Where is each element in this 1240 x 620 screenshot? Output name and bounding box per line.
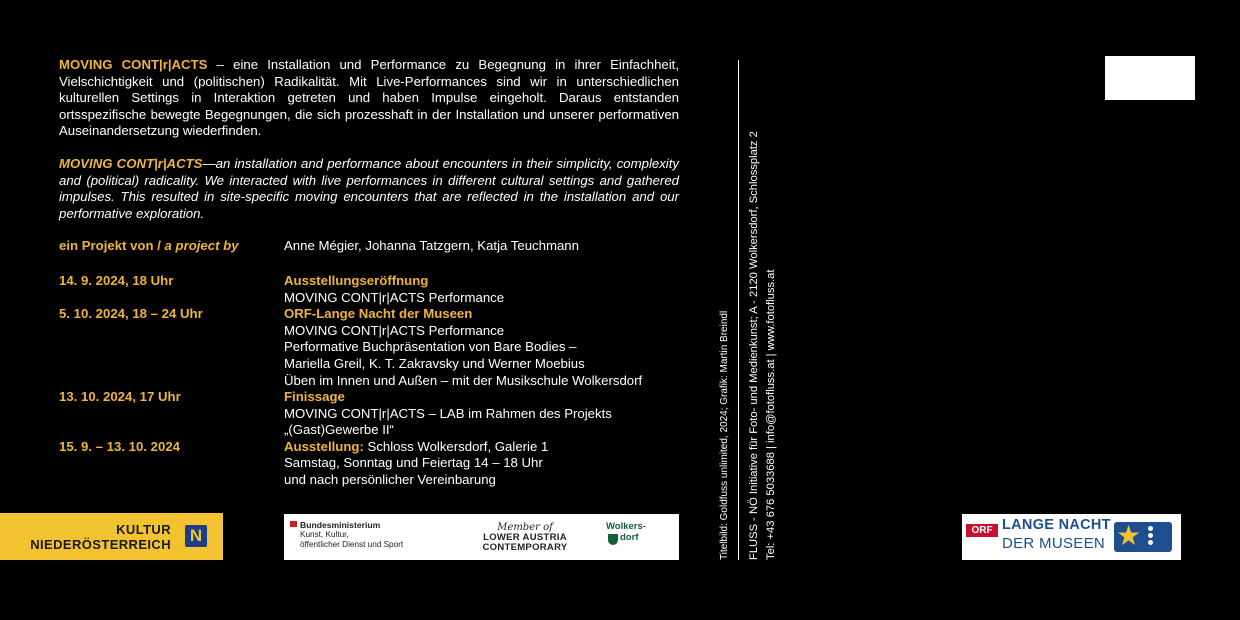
kultur-logo-line1: KULTUR: [116, 522, 171, 537]
bundesministerium-logo: Bundesministerium Kunst, Kultur, öffentlicher Dienst und Sport: [300, 520, 403, 550]
orf-lange-nacht-logo: [962, 514, 1181, 560]
organizer-contact: Tel: +43 676 5033688 | info@fotofluss.at | www.fotofluss.at: [765, 269, 777, 560]
austria-flag-icon: [290, 521, 297, 527]
event-row: [59, 389, 679, 439]
invitation-text-block: [59, 57, 679, 489]
event-detail: MOVING CONT|r|ACTS Performance: [284, 322, 505, 338]
event-row: [59, 306, 679, 389]
event-detail: MOVING CONT|r|ACTS Performance: [284, 289, 505, 305]
event-date: 13. 10. 2024, 17 Uhr: [59, 389, 181, 405]
event-row: [59, 273, 679, 306]
kultur-n-icon: N: [185, 525, 207, 547]
event-detail: Üben im Innen und Außen – mit der Musikschule Wolkersdorf: [284, 372, 643, 388]
event-detail: Mariella Greil, K. T. Zakravsky und Werner Moebius: [284, 355, 585, 371]
event-date: 14. 9. 2024, 18 Uhr: [59, 272, 174, 288]
event-list: [59, 273, 679, 489]
star-icon: ★: [1116, 520, 1142, 551]
kultur-niederoesterreich-logo: [0, 513, 223, 560]
event-date: 5. 10. 2024, 18 – 24 Uhr: [59, 306, 203, 322]
orf-logo-line2: DER MUSEEN: [1002, 535, 1106, 552]
project-title: MOVING CONT|r|ACTS: [59, 57, 208, 72]
intro-german-body: – eine Installation und Performance zu Begegnung in ihrer Einfachheit, Vielschichtigkeit und (politischen) Radikalität. Mit Live-Performances sind wir in unterschiedlichen kulturellen Settings in Interaktion getreten und haben Impulse eingeholt. Daraus entstanden ortsspezifische bewegte Begegnungen, die sich prozesshaft in der Installation und unserer performativen Auseinandersetzung wiederfinden.: [59, 57, 679, 139]
event-detail: und nach persönlicher Vereinbarung: [284, 472, 496, 488]
project-by-label: ein Projekt von / a project by: [59, 238, 239, 254]
event-detail: Performative Buchpräsentation von Bare Bodies –: [284, 339, 577, 355]
event-title: ORF-Lange Nacht der Museen: [284, 306, 473, 322]
divider-line: [738, 60, 739, 560]
event-title-suffix: Schloss Wolkersdorf, Galerie 1: [363, 438, 549, 454]
image-credit: Titelbild: Goldfuss unlimited, 2024; Grafik: Martin Breindl: [719, 310, 730, 560]
orf-logo-line1: LANGE NACHT: [1002, 517, 1111, 533]
intro-english-body: —an installation and performance about encounters in their simplicity, complexity and (political) radicality. We interacted with live performances in different cultural settings and gathered impulses. This resulted in site-specific moving encounters that are reflected in the installation and our performative exploration.: [59, 155, 679, 221]
event-title: Finissage: [284, 389, 345, 405]
event-date: 15. 9. – 13. 10. 2024: [59, 438, 180, 454]
intro-german: [59, 57, 679, 140]
event-detail: MOVING CONT|r|ACTS – LAB im Rahmen des Projekts: [284, 405, 612, 421]
project-title-en: MOVING CONT|r|ACTS: [59, 155, 203, 171]
project-credits: [59, 238, 679, 255]
sponsor-logos-panel: [284, 514, 679, 560]
wolkersdorf-logo: Wolkers- dorf: [606, 521, 646, 543]
event-detail: „(Gast)Gewerbe II“: [284, 422, 394, 438]
event-title: Ausstellungseröffnung: [284, 272, 429, 288]
wolkersdorf-crest-icon: [608, 534, 618, 545]
intro-english: [59, 156, 679, 222]
event-detail: Samstag, Sonntag und Feiertag 14 – 18 Uhr: [284, 455, 543, 471]
kultur-logo-line2: NIEDERÖSTERREICH: [30, 537, 171, 552]
stamp-area: [1105, 56, 1195, 100]
project-by-names: Anne Mégier, Johanna Tatzgern, Katja Teuchmann: [284, 238, 579, 254]
event-row: [59, 439, 679, 489]
ticket-perforation-icon: [1148, 526, 1154, 547]
event-title: Ausstellung:: [284, 438, 364, 454]
lower-austria-contemporary-logo: Member of LOWER AUSTRIA CONTEMPORARY: [482, 522, 568, 553]
orf-mark: ORF: [966, 524, 998, 537]
organizer-address: FLUSS - NÖ Initiative für Foto- und Medienkunst; A - 2120 Wolkersdorf, Schlossplatz 2: [748, 131, 760, 560]
